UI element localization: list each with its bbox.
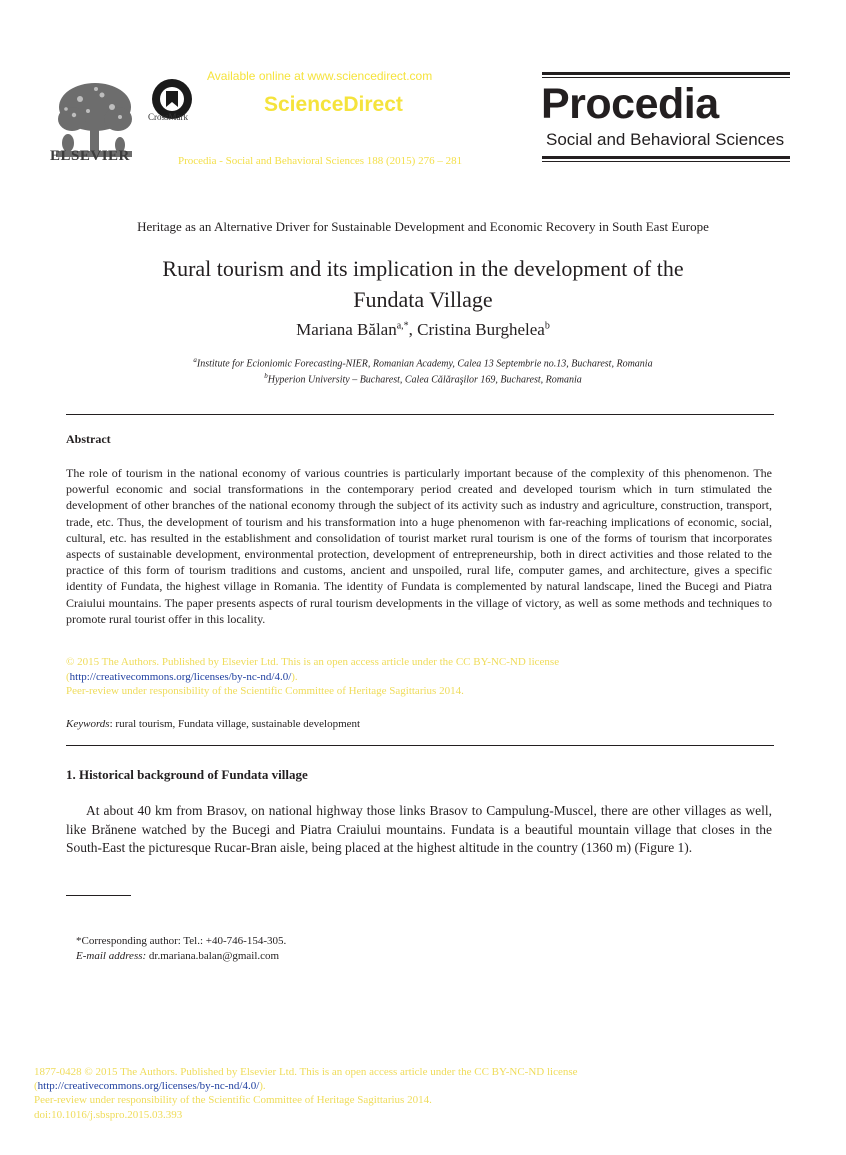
affiliation-a-sup: a <box>193 356 197 364</box>
abstract-paren-close: ). <box>291 670 298 683</box>
divider-top <box>66 414 774 415</box>
affiliation-a-text: Institute for Ecioniomic Forecasting-NIER, Romanian Academy, Calea 13 Septembrie no.13, Bucharest, Romania <box>196 358 653 370</box>
footer-paren-close: ). <box>259 1080 266 1093</box>
footnote-corresponding: *Corresponding author: Tel.: +40-746-154-305. <box>76 935 287 947</box>
footer-paren-open: ( <box>34 1080 38 1093</box>
keywords <box>66 718 360 730</box>
footnote-email-label: E-mail address: <box>76 950 147 962</box>
conference-name: Heritage as an Alternative Driver for Sustainable Development and Economic Recovery in South East Europe <box>137 219 709 234</box>
footnote-email-address[interactable]: dr.mariana.balan@gmail.com <box>146 950 280 962</box>
paper-title-line-2: Fundata Village <box>353 287 493 312</box>
keywords-label: Keywords <box>66 718 110 730</box>
affiliation-b-text: Hyperion University – Bucharest, Calea Călăraşilor 169, Bucharest, Romania <box>267 374 582 386</box>
abstract-peer-review: Peer-review under responsibility of the Scientific Committee of Heritage Sagittarius 2014. <box>66 685 464 697</box>
affiliation-b-sup: b <box>264 372 268 380</box>
crossmark-label: CrossMark <box>148 112 188 122</box>
publisher-name: ELSEVIER <box>50 148 130 164</box>
section-heading: 1. Historical background of Fundata village <box>66 767 308 782</box>
procedia-rule-top <box>542 72 790 75</box>
author-1: Mariana Bălan <box>296 320 397 339</box>
procedia-rule-top-thin <box>542 77 790 78</box>
procedia-subtitle: Social and Behavioral Sciences <box>546 130 785 149</box>
footer-license-line <box>34 1079 578 1093</box>
abstract-license-line <box>66 670 772 685</box>
abstract-copyright: © 2015 The Authors. Published by Elsevier Ltd. This is an open access article under the CC BY-NC-ND license <box>66 656 560 668</box>
footer-issn: 1877-0428 © 2015 The Authors. Published by Elsevier Ltd. This is an open access article under the CC BY-NC-ND license <box>34 1066 578 1078</box>
paper-title-line-1: Rural tourism and its implication in the development of the <box>162 256 684 281</box>
footer-license-link[interactable]: http://creativecommons.org/licenses/by-nc-nd/4.0/ <box>37 1080 260 1093</box>
abstract-text: The role of tourism in the national economy of various countries is particularly important because of the complexity of this phenomenon. The powerful economic and social transformations in the contemporary period created and developed tourism which in turn stimulated the development of other branches of the national economy through the subject of its activity such as industry and agriculture, construction, transport, trade, etc. Thus, the development of tourism and his transformation into a huge phenomenon with far-reaching implications of economic, social, cultural, etc. has resulted in the establishment and consolidation of tourist market rural tourism is one of the forms of tourism that incorporates aspects of sustainable development, environmental protection, development of entrepreneurship, both in direct activities and those related to the practice of this form of tourism traditions and customs, ancient and unspoiled, rural life, computer games, and architecture, gives a specific identity of Fundata, the highest village in Romania. The identity of Fundata is complemented by natural landscape, lined the Bucegi and Piatra Craiului mountains. The paper presents aspects of rural tourism developments in the village of victory, as well as some methods and techniques to promote rural tourist offer in this locality. <box>66 466 772 626</box>
abstract-copyright-block <box>66 655 772 699</box>
journal-reference: Procedia - Social and Behavioral Sciences 188 (2015) 276 – 281 <box>178 155 463 167</box>
footnote-email <box>76 950 279 962</box>
author-1-sup: a,* <box>396 320 409 332</box>
procedia-title: Procedia <box>541 80 719 128</box>
footer-block <box>34 1065 578 1122</box>
keywords-text: : rural tourism, Fundata village, sustainable development <box>109 718 361 730</box>
divider-bottom <box>66 745 774 746</box>
procedia-rule-bottom-thin <box>542 161 790 162</box>
author-separator: , <box>408 320 418 339</box>
author-2-sup: b <box>544 320 550 332</box>
affiliation-a <box>0 356 846 369</box>
procedia-rule-bottom <box>542 156 790 159</box>
affiliation-b <box>0 372 846 385</box>
footnote-rule <box>66 895 131 896</box>
author-2: Cristina Burghelea <box>417 320 545 339</box>
available-online-link[interactable]: Available online at www.sciencedirect.com <box>207 69 433 83</box>
abstract-paren-open: ( <box>66 670 70 683</box>
author-list <box>0 320 846 340</box>
sciencedirect-logo: ScienceDirect <box>264 93 403 116</box>
abstract-heading: Abstract <box>66 432 111 446</box>
section-paragraph: At about 40 km from Brasov, on national highway those links Brasov to Campulung-Muscel, there are other villages as well, like Brănene watched by the Bucegi and Piatra Craiului mountains. Fundata is a beautiful mountain village that closes in the South-East the picturesque Rucar-Bran aisle, being placed at the highest altitude in the country (1360 m) (Figure 1). <box>66 803 772 855</box>
paper-title <box>60 253 786 315</box>
abstract-license-link[interactable]: http://creativecommons.org/licenses/by-nc-nd/4.0/ <box>69 670 292 683</box>
footer-doi[interactable]: doi:10.1016/j.sbspro.2015.03.393 <box>34 1108 183 1121</box>
footer-peer-review: Peer-review under responsibility of the Scientific Committee of Heritage Sagittarius 2014. <box>34 1094 432 1107</box>
